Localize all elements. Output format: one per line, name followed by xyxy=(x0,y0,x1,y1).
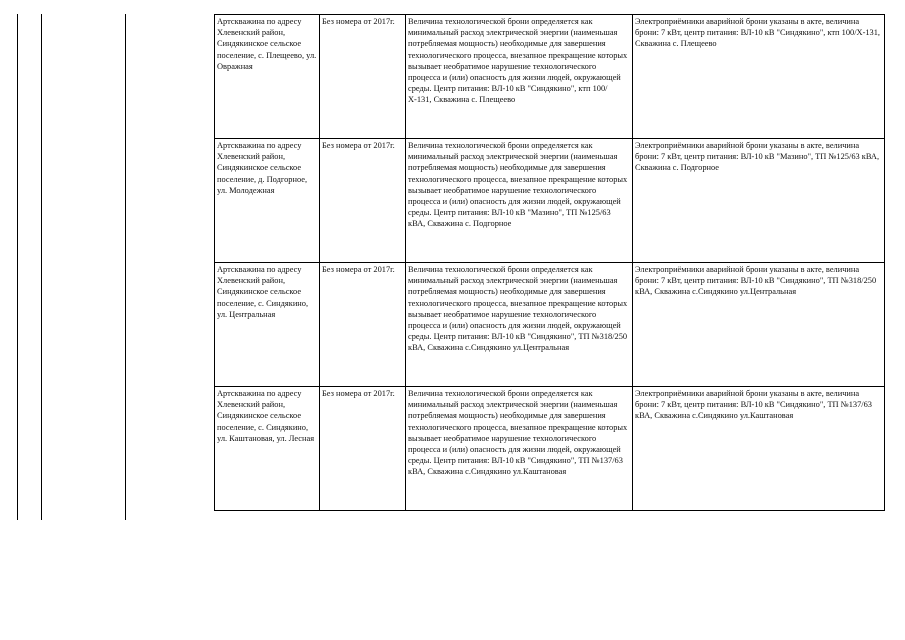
table-row xyxy=(215,15,885,139)
note-cell: Электроприёмники аварийной брони указаны в акте, величина брони: 7 кВт, центр питания: ВЛ-10 кВ "Синдякино", ктп 100/Х-131, Скважина с. Плещеево xyxy=(633,15,885,139)
table-row xyxy=(215,263,885,387)
left-column-line xyxy=(41,14,42,520)
left-column-line-2 xyxy=(125,14,126,520)
note-cell: Электроприёмники аварийной брони указаны в акте, величина брони: 7 кВт, центр питания: ВЛ-10 кВ "Синдякино", ТП №318/250 кВА, Скважина с.Синдякино ул.Центральная xyxy=(633,263,885,387)
table-row xyxy=(215,387,885,511)
reserve-table xyxy=(214,14,885,511)
table-row xyxy=(215,139,885,263)
left-border-line xyxy=(17,14,18,520)
address-cell: Артскважина по адресу Хлевенский район, Синдякинское сельское поселение, с. Синдякино, ул. Каштановая, ул. Лесная xyxy=(215,387,320,511)
description-cell: Величина технологической брони определяется как минимальный расход электрической энергии (наименьшая потребляемая мощность) необходимые для завершения технологического процесса, внезапное прекращение которых вызывает необратимое нарушение технологического процесса и (или) опасность для жизни людей, окружающей среды. Центр питания: ВЛ-10 кВ "Синдякино", ТП №137/63 кВА, Скважина с.Синдякино ул.Каштановая xyxy=(406,387,633,511)
note-cell: Электроприёмники аварийной брони указаны в акте, величина брони: 7 кВт, центр питания: ВЛ-10 кВ "Мазино", ТП №125/63 кВА, Скважина с. Подгорное xyxy=(633,139,885,263)
note-cell: Электроприёмники аварийной брони указаны в акте, величина брони: 7 кВт, центр питания: ВЛ-10 кВ "Синдякино", ТП №137/63 кВА, Скважина с.Синдякино ул.Каштановая xyxy=(633,387,885,511)
description-cell: Величина технологической брони определяется как минимальный расход электрической энергии (наименьшая потребляемая мощность) необходимые для завершения технологического процесса, внезапное прекращение которых вызывает необратимое нарушение технологического процесса и (или) опасность для жизни людей, окружающей среды. Центр питания: ВЛ-10 кВ "Синдякино", ТП №318/250 кВА, Скважина с.Синдякино ул.Центральная xyxy=(406,263,633,387)
number-cell: Без номера от 2017г. xyxy=(320,387,406,511)
address-cell: Артскважина по адресу Хлевенский район, Синдякинское сельское поселение, с. Синдякино, ул. Центральная xyxy=(215,263,320,387)
description-cell: Величина технологической брони определяется как минимальный расход электрической энергии (наименьшая потребляемая мощность) необходимые для завершения технологического процесса, внезапное прекращение которых вызывает необратимое нарушение технологического процесса и (или) опасность для жизни людей, окружающей среды. Центр питания: ВЛ-10 кВ "Мазино", ТП №125/63 кВА, Скважина с. Подгорное xyxy=(406,139,633,263)
number-cell: Без номера от 2017г. xyxy=(320,263,406,387)
address-cell: Артскважина по адресу Хлевенский район, Синдякинское сельское поселение, с. Плещеево, ул. Овражная xyxy=(215,15,320,139)
number-cell: Без номера от 2017г. xyxy=(320,139,406,263)
number-cell: Без номера от 2017г. xyxy=(320,15,406,139)
description-cell: Величина технологической брони определяется как минимальный расход электрической энергии (наименьшая потребляемая мощность) необходимые для завершения технологического процесса, внезапное прекращение которых вызывает необратимое нарушение технологического процесса и (или) опасность для жизни людей, окружающей среды. Центр питания: ВЛ-10 кВ "Синдякино", ктп 100/Х-131, Скважина с. Плещеево xyxy=(406,15,633,139)
address-cell: Артскважина по адресу Хлевенский район, Синдякинское сельское поселение, д. Подгорное, ул. Молодежная xyxy=(215,139,320,263)
